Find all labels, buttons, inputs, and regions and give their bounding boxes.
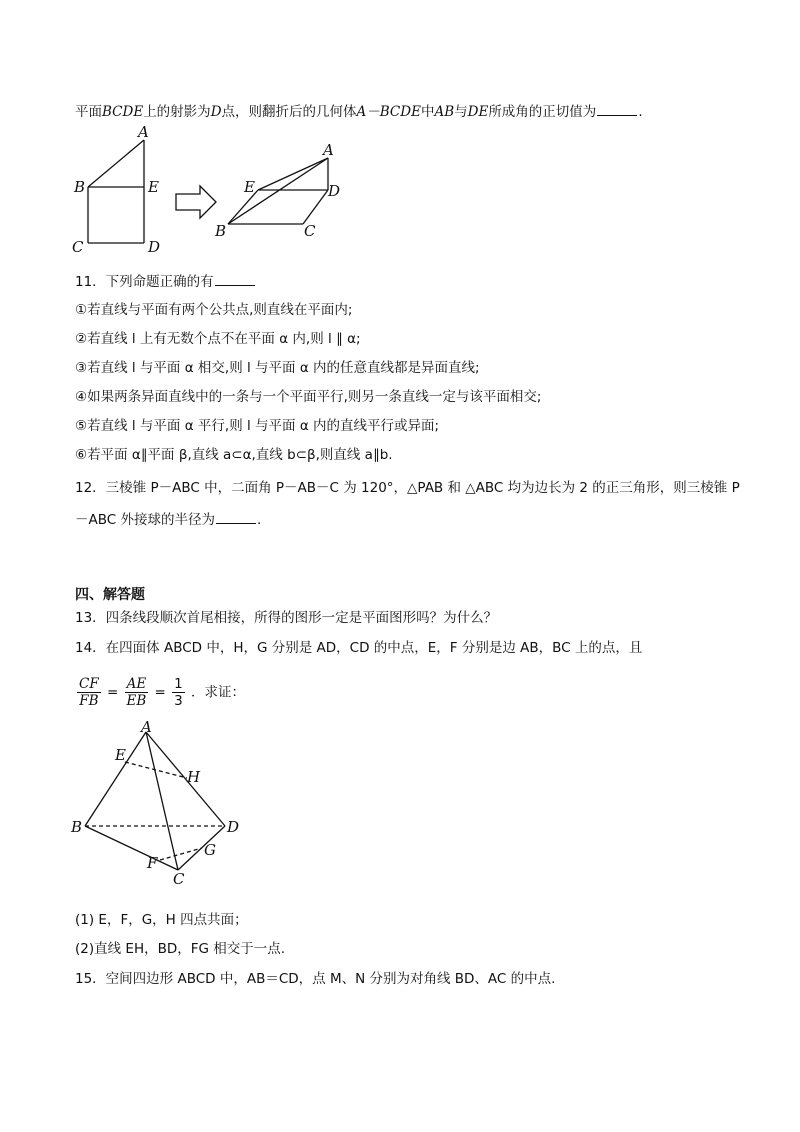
label-D: D bbox=[227, 818, 240, 836]
q14-line1: 14．在四面体 ABCD 中，H，G 分别是 AD，CD 的中点，E，F 分别是边 AB，BC 上的点，且 bbox=[75, 640, 643, 656]
q10-line bbox=[75, 100, 643, 120]
label-H: H bbox=[187, 768, 201, 786]
label-C2: C bbox=[304, 222, 316, 240]
answer-blank[interactable] bbox=[216, 511, 256, 524]
label-A: A bbox=[141, 720, 152, 736]
q10-seg1: AB bbox=[434, 104, 455, 120]
fig-tetrahedron bbox=[65, 720, 265, 890]
q14-fraction-line: $\frac{CF}{FB}$ = $\frac{AE}{EB}$ = $\frac{1}{3}$ ．求证： bbox=[79, 676, 246, 709]
label-C: C bbox=[173, 870, 185, 888]
q10-text: 平面 bbox=[75, 104, 102, 120]
q10-seg2: DE bbox=[467, 104, 489, 120]
q10-end: . bbox=[638, 104, 643, 120]
label-F: F bbox=[147, 854, 158, 872]
label-C: C bbox=[72, 238, 84, 256]
q13-text: 13．四条线段顺次首尾相接，所得的图形一定是平面图形吗？为什么？ bbox=[75, 610, 498, 626]
label-A2: A bbox=[323, 141, 334, 159]
q10-text: 所成角的正切值为 bbox=[488, 104, 597, 120]
q10-point: D bbox=[210, 104, 222, 120]
q11-item: ③若直线 l 与平面 α 相交,则 l 与平面 α 内的任意直线都是异面直线; bbox=[75, 360, 480, 376]
label-B2: B bbox=[215, 222, 227, 240]
q10-text: 与 bbox=[454, 104, 468, 120]
label-E2: E bbox=[244, 178, 255, 196]
label-E: E bbox=[115, 746, 126, 764]
q11-item: ⑤若直线 l 与平面 α 平行,则 l 与平面 α 内的直线平行或异面; bbox=[75, 418, 440, 434]
q10-plane: BCDE bbox=[102, 104, 144, 120]
q11-item: ④如果两条异面直线中的一条与一个平面平行,则另一条直线一定与该平面相交; bbox=[75, 389, 542, 405]
label-D: D bbox=[148, 238, 161, 256]
q11-stem: 11．下列命题正确的有 bbox=[75, 270, 256, 290]
q10-solid: A－BCDE bbox=[356, 104, 421, 120]
label-E: E bbox=[148, 178, 159, 196]
fraction-ae-eb: $\frac{AE}{EB}$ bbox=[126, 676, 147, 709]
q15-text: 15．空间四边形 ABCD 中，AB＝CD，点 M、N 分别为对角线 BD、AC 的中点. bbox=[75, 971, 556, 987]
q11-item: ⑥若平面 α∥平面 β,直线 a⊂α,直线 b⊂β,则直线 a∥b. bbox=[75, 447, 393, 463]
answer-blank[interactable] bbox=[597, 103, 637, 116]
q14-part2: (2)直线 EH，BD，FG 相交于一点. bbox=[75, 941, 286, 957]
section-heading: 四、解答题 bbox=[75, 587, 145, 603]
q12-line1: 12．三棱锥 P－ABC 中，二面角 P－AB－C 为 120°，△PAB 和 △ABC 均为边长为 2 的正三角形，则三棱锥 P bbox=[75, 480, 740, 496]
q12-line2: －ABC 外接球的半径为 . bbox=[75, 512, 262, 528]
fraction-one-third: $\frac{1}{3}$ bbox=[174, 676, 183, 709]
answer-blank[interactable] bbox=[215, 273, 255, 286]
fraction-cf-fb: $\frac{CF}{FB}$ bbox=[79, 676, 99, 709]
q11-item: ①若直线与平面有两个公共点,则直线在平面内; bbox=[75, 302, 353, 318]
label-B: B bbox=[71, 818, 83, 836]
q11-item: ②若直线 l 上有无数个点不在平面 α 内,则 l ∥ α; bbox=[75, 331, 361, 347]
q10-text: 上的射影为 bbox=[143, 104, 211, 120]
q10-text: 点，则翻折后的几何体 bbox=[221, 104, 357, 120]
label-B: B bbox=[74, 178, 86, 196]
label-A: A bbox=[138, 123, 149, 141]
label-G: G bbox=[204, 841, 216, 859]
q14-part1: (1) E，F，G，H 四点共面； bbox=[75, 912, 248, 928]
label-D2: D bbox=[328, 182, 341, 200]
fig-folding bbox=[60, 120, 360, 260]
q10-text: 中 bbox=[420, 104, 435, 120]
